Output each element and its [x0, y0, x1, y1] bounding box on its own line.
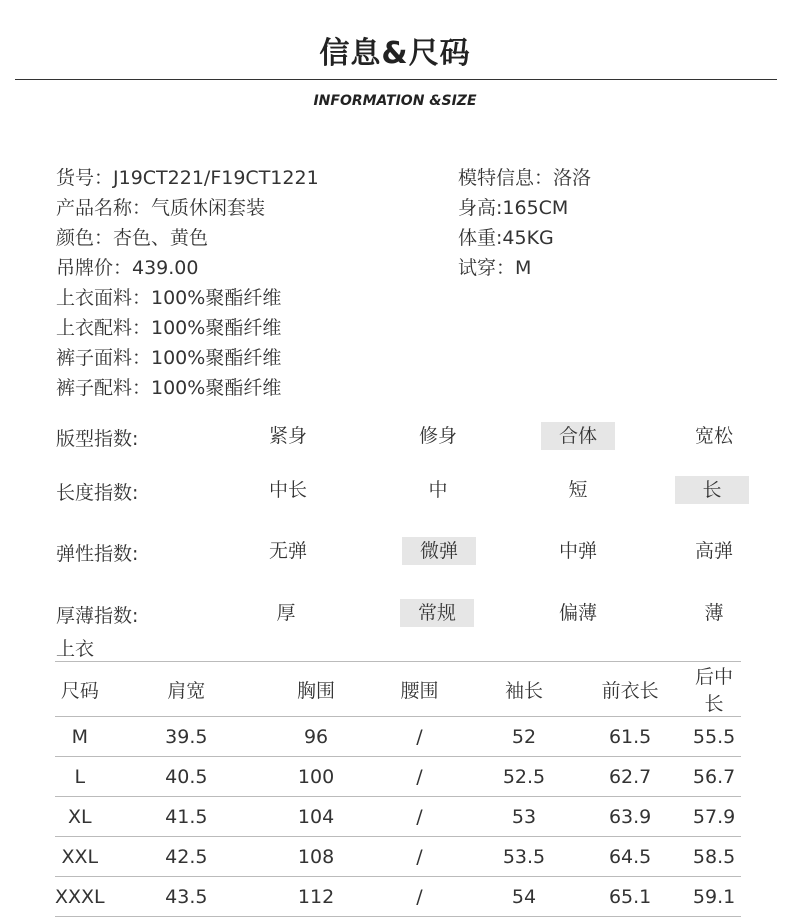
table-row [55, 757, 741, 797]
index-option-selected: 常规 [400, 599, 474, 627]
index-label: 弹性指数: [56, 543, 139, 565]
table-cell: / [364, 797, 475, 837]
index-option-selected: 长 [675, 476, 749, 504]
index-option: 薄 [704, 602, 724, 624]
index-option-selected: 合体 [541, 422, 615, 450]
table-cell: 40.5 [105, 757, 268, 797]
table-header-cell: 胸围 [268, 662, 364, 717]
index-option-selected: 微弹 [402, 537, 476, 565]
model-info [458, 163, 591, 283]
page-subtitle: INFORMATION &SIZE [313, 93, 477, 109]
info-item-pants-lining: 裤子配料：100%聚酯纤维 [56, 377, 282, 399]
model-item-fit-size: 试穿：M [458, 257, 532, 279]
index-label: 长度指数: [56, 482, 139, 504]
index-option: 短 [568, 479, 588, 501]
info-item-name: 产品名称：气质休闲套装 [56, 197, 266, 219]
info-item-pants-fabric: 裤子面料：100%聚酯纤维 [56, 347, 282, 369]
table-cell: 64.5 [573, 837, 687, 877]
model-item-height: 身高:165CM [458, 197, 569, 219]
table-cell: 112 [268, 877, 364, 917]
table-header-cell: 后中长 [687, 662, 741, 717]
table-cell: 96 [268, 717, 364, 757]
info-item-top-fabric: 上衣面料：100%聚酯纤维 [56, 287, 282, 309]
table-cell: XXL [55, 837, 105, 877]
table-row [55, 837, 741, 877]
info-item-price: 吊牌价：439.00 [56, 257, 199, 279]
table-cell: 41.5 [105, 797, 268, 837]
table-cell: / [364, 877, 475, 917]
table-row [55, 797, 741, 837]
table-header-cell: 腰围 [364, 662, 475, 717]
index-option: 中长 [268, 479, 307, 501]
table-cell: 108 [268, 837, 364, 877]
table-row [55, 717, 741, 757]
table-cell: 54 [475, 877, 573, 917]
table-cell: 58.5 [687, 837, 741, 877]
model-item-weight: 体重:45KG [458, 227, 554, 249]
table-cell: 59.1 [687, 877, 741, 917]
info-item-color: 颜色：杏色、黄色 [56, 227, 209, 249]
table-cell: 62.7 [573, 757, 687, 797]
table-cell: 52 [475, 717, 573, 757]
table-cell: M [55, 717, 105, 757]
table-cell: 42.5 [105, 837, 268, 877]
index-option: 偏薄 [558, 602, 597, 624]
table-header-cell: 肩宽 [105, 662, 268, 717]
model-item-name: 模特信息：洛洛 [458, 167, 592, 189]
index-option: 中弹 [558, 540, 597, 562]
table-header-cell: 尺码 [55, 662, 105, 717]
table-cell: 104 [268, 797, 364, 837]
page-title: 信息&尺码 [319, 36, 471, 71]
index-label: 厚薄指数: [56, 605, 139, 627]
table-cell: XL [55, 797, 105, 837]
table-cell: 43.5 [105, 877, 268, 917]
index-option: 高弹 [694, 540, 733, 562]
table-cell: XXXL [55, 877, 105, 917]
table-cell: 55.5 [687, 717, 741, 757]
table-cell: / [364, 837, 475, 877]
size-table [55, 661, 741, 917]
index-option: 厚 [276, 602, 296, 624]
index-label: 版型指数: [56, 428, 139, 450]
table-cell: 53 [475, 797, 573, 837]
table-cell: L [55, 757, 105, 797]
table-cell: 63.9 [573, 797, 687, 837]
table-cell: 52.5 [475, 757, 573, 797]
table-cell: 57.9 [687, 797, 741, 837]
info-item-top-lining: 上衣配料：100%聚酯纤维 [56, 317, 282, 339]
table-header-cell: 袖长 [475, 662, 573, 717]
table-header-row [55, 662, 741, 717]
table-cell: / [364, 757, 475, 797]
index-option: 修身 [418, 425, 457, 447]
index-option: 紧身 [268, 425, 307, 447]
table-header-cell: 前衣长 [573, 662, 687, 717]
table-cell: 61.5 [573, 717, 687, 757]
index-option: 中 [428, 479, 448, 501]
size-section-label: 上衣 [56, 638, 95, 660]
table-cell: 65.1 [573, 877, 687, 917]
table-cell: 39.5 [105, 717, 268, 757]
table-row [55, 877, 741, 917]
table-cell: 53.5 [475, 837, 573, 877]
title-divider [15, 79, 777, 80]
table-cell: 100 [268, 757, 364, 797]
index-option: 无弹 [268, 540, 307, 562]
product-info [56, 163, 319, 403]
table-cell: / [364, 717, 475, 757]
table-cell: 56.7 [687, 757, 741, 797]
index-option: 宽松 [694, 425, 733, 447]
info-item-sku: 货号：J19CT221/F19CT1221 [56, 167, 319, 189]
